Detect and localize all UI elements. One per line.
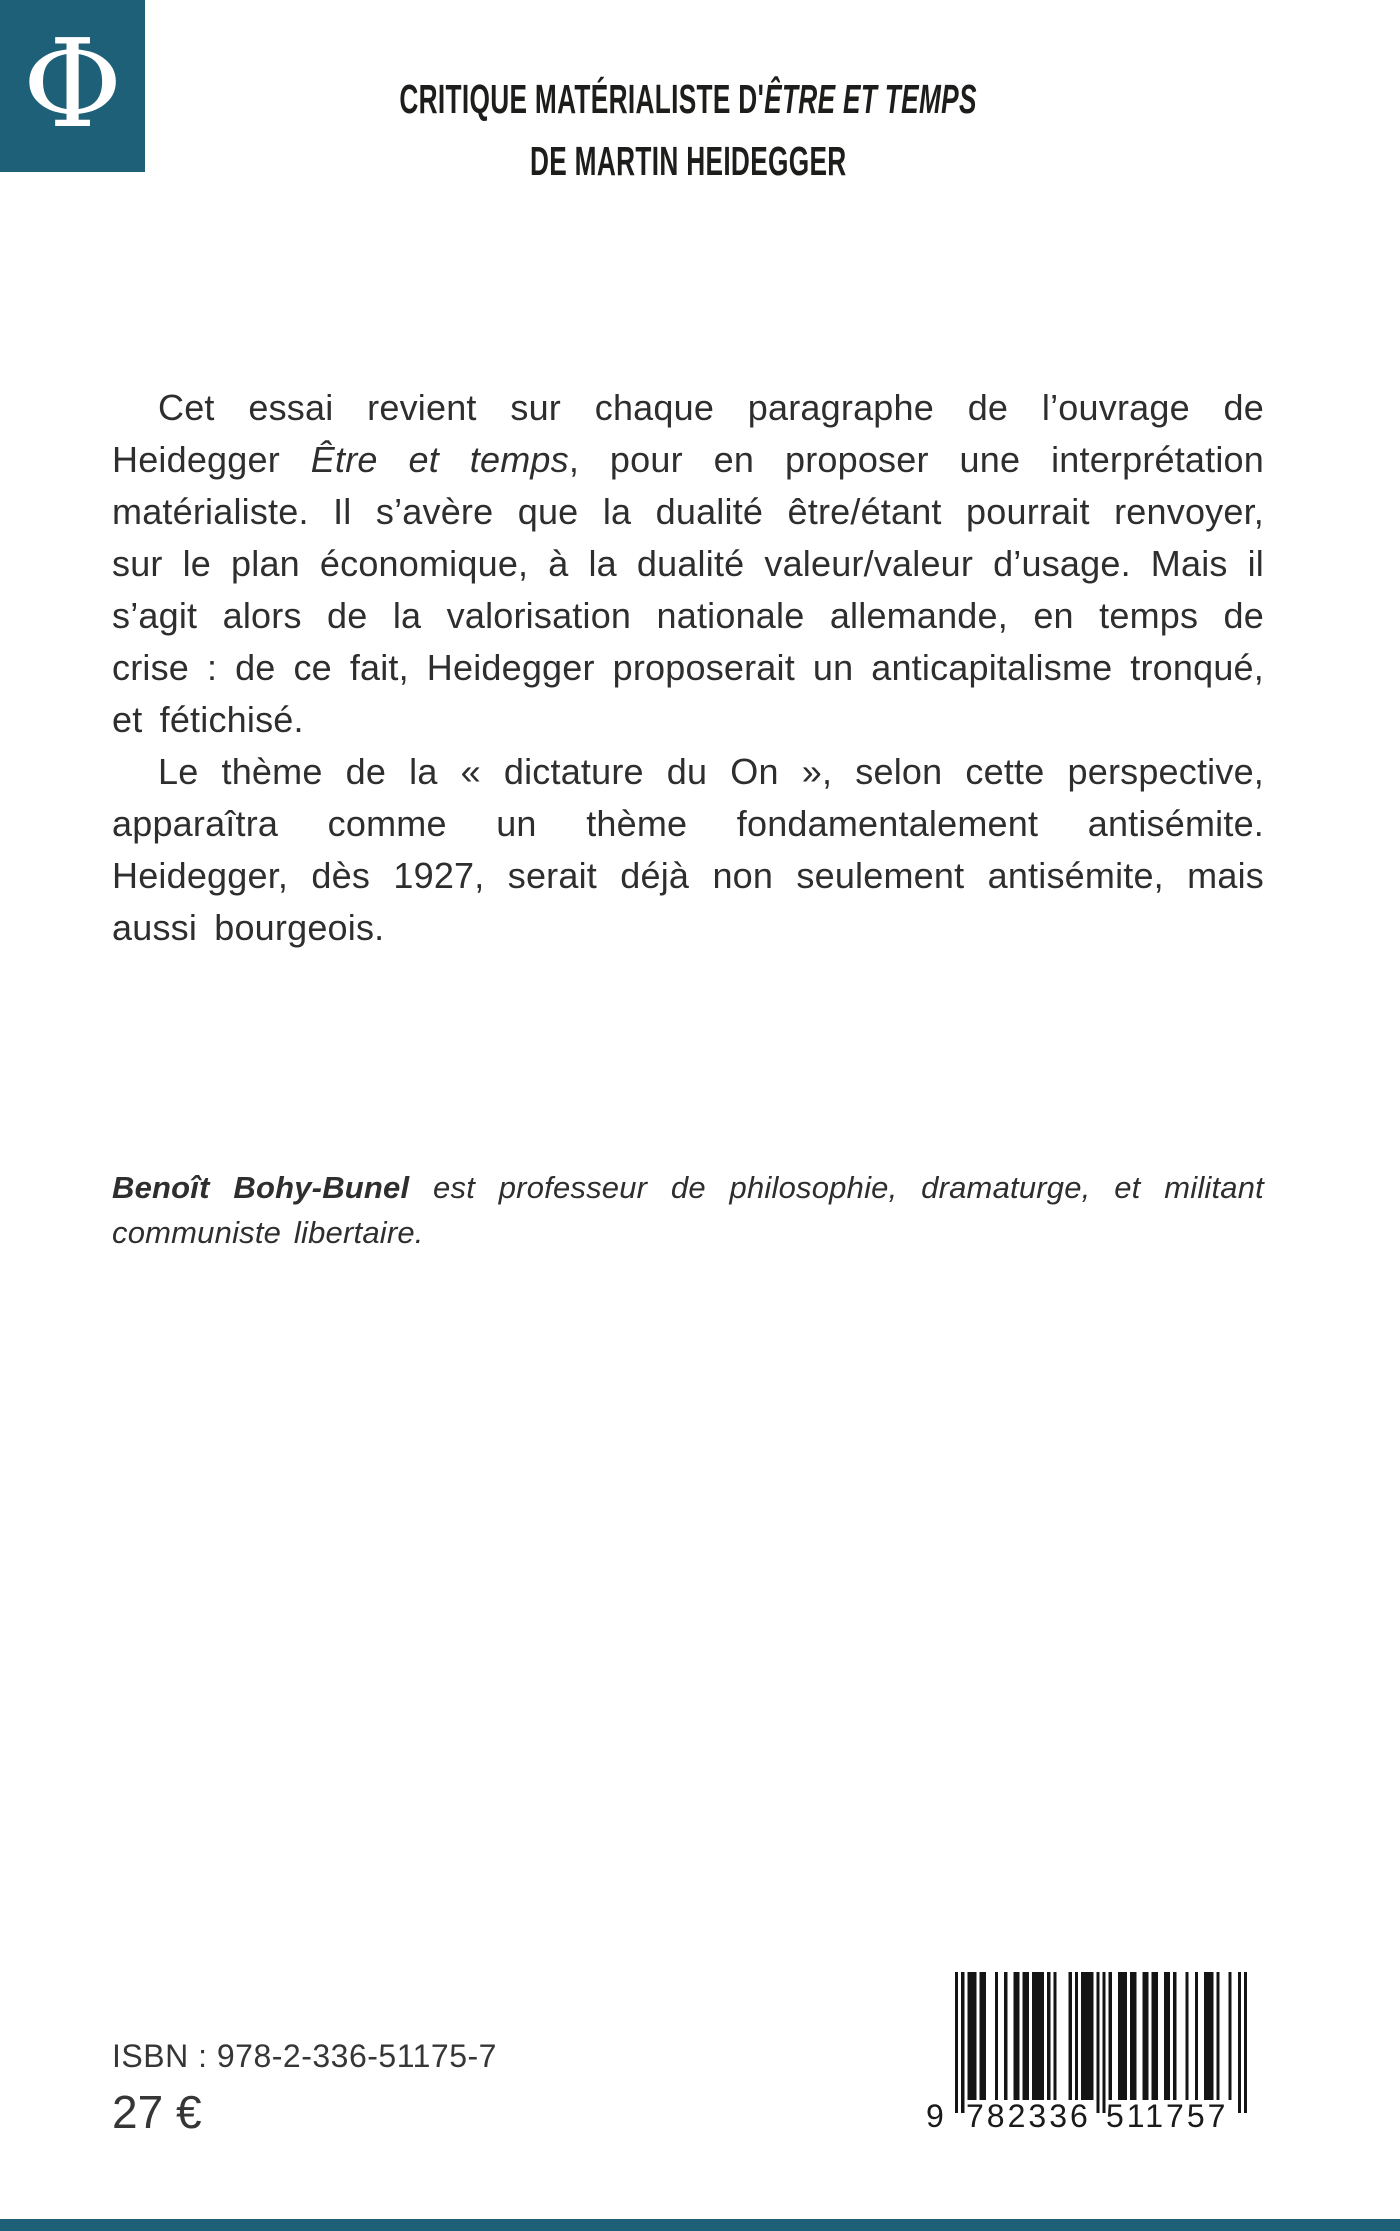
barcode-digits-right: 511757 xyxy=(1106,2098,1229,2134)
synopsis-paragraph-2: Le thème de la « dictature du On », selon cette perspective, apparaîtra comme un thème fondamentalement antisémite. Heidegger, dès 1927, serait déjà non seulement antisémite, mais aussi bourgeois. xyxy=(112,751,1264,948)
phi-logo-icon: Φ xyxy=(22,13,123,155)
barcode-digit-first: 9 xyxy=(926,2098,944,2134)
synopsis xyxy=(112,382,1264,954)
isbn-text: ISBN : 978-2-336-51175-7 xyxy=(112,2038,497,2074)
barcode-digits-left: 782336 xyxy=(966,2098,1091,2134)
p1-book-title-italic: Être et temps xyxy=(310,439,569,480)
author-bio-text xyxy=(112,1165,1264,1255)
book-title xyxy=(112,68,1264,192)
author-name: Benoît Bohy-Bunel xyxy=(112,1170,410,1205)
synopsis-paragraph-1 xyxy=(112,382,1264,746)
title-line2-text: DE MARTIN HEIDEGGER xyxy=(529,138,847,184)
price-text: 27 € xyxy=(112,2086,202,2138)
author-bio-rest: est professeur de philosophie, dramaturge, et militant communiste libertaire. xyxy=(112,1170,1264,1250)
title-line1-regular: CRITIQUE MATÉRIALISTE D' xyxy=(399,76,765,122)
author-bio xyxy=(112,1165,1264,1255)
title-line-2 xyxy=(227,130,1149,192)
bottom-accent-band xyxy=(0,2219,1400,2231)
title-line-1 xyxy=(227,68,1149,130)
ean13-barcode xyxy=(955,1972,1247,2113)
title-line1-italic: ÊTRE ET TEMPS xyxy=(764,76,977,122)
p1-text-before: Cet essai revient sur chaque paragraphe de l’ouvrage de Heidegger xyxy=(112,387,1264,480)
p1-text-after: , pour en proposer une interprétation matérialiste. Il s’avère que la dualité être/étant pourrait renvoyer, sur le plan économique, à la dualité valeur/valeur d’usage. Mais il s’agit alors de la valorisation nationale allemande, en temps de crise : de ce fait, Heidegger proposerait un anticapitalisme tronqué, et fétichisé. xyxy=(112,439,1264,740)
